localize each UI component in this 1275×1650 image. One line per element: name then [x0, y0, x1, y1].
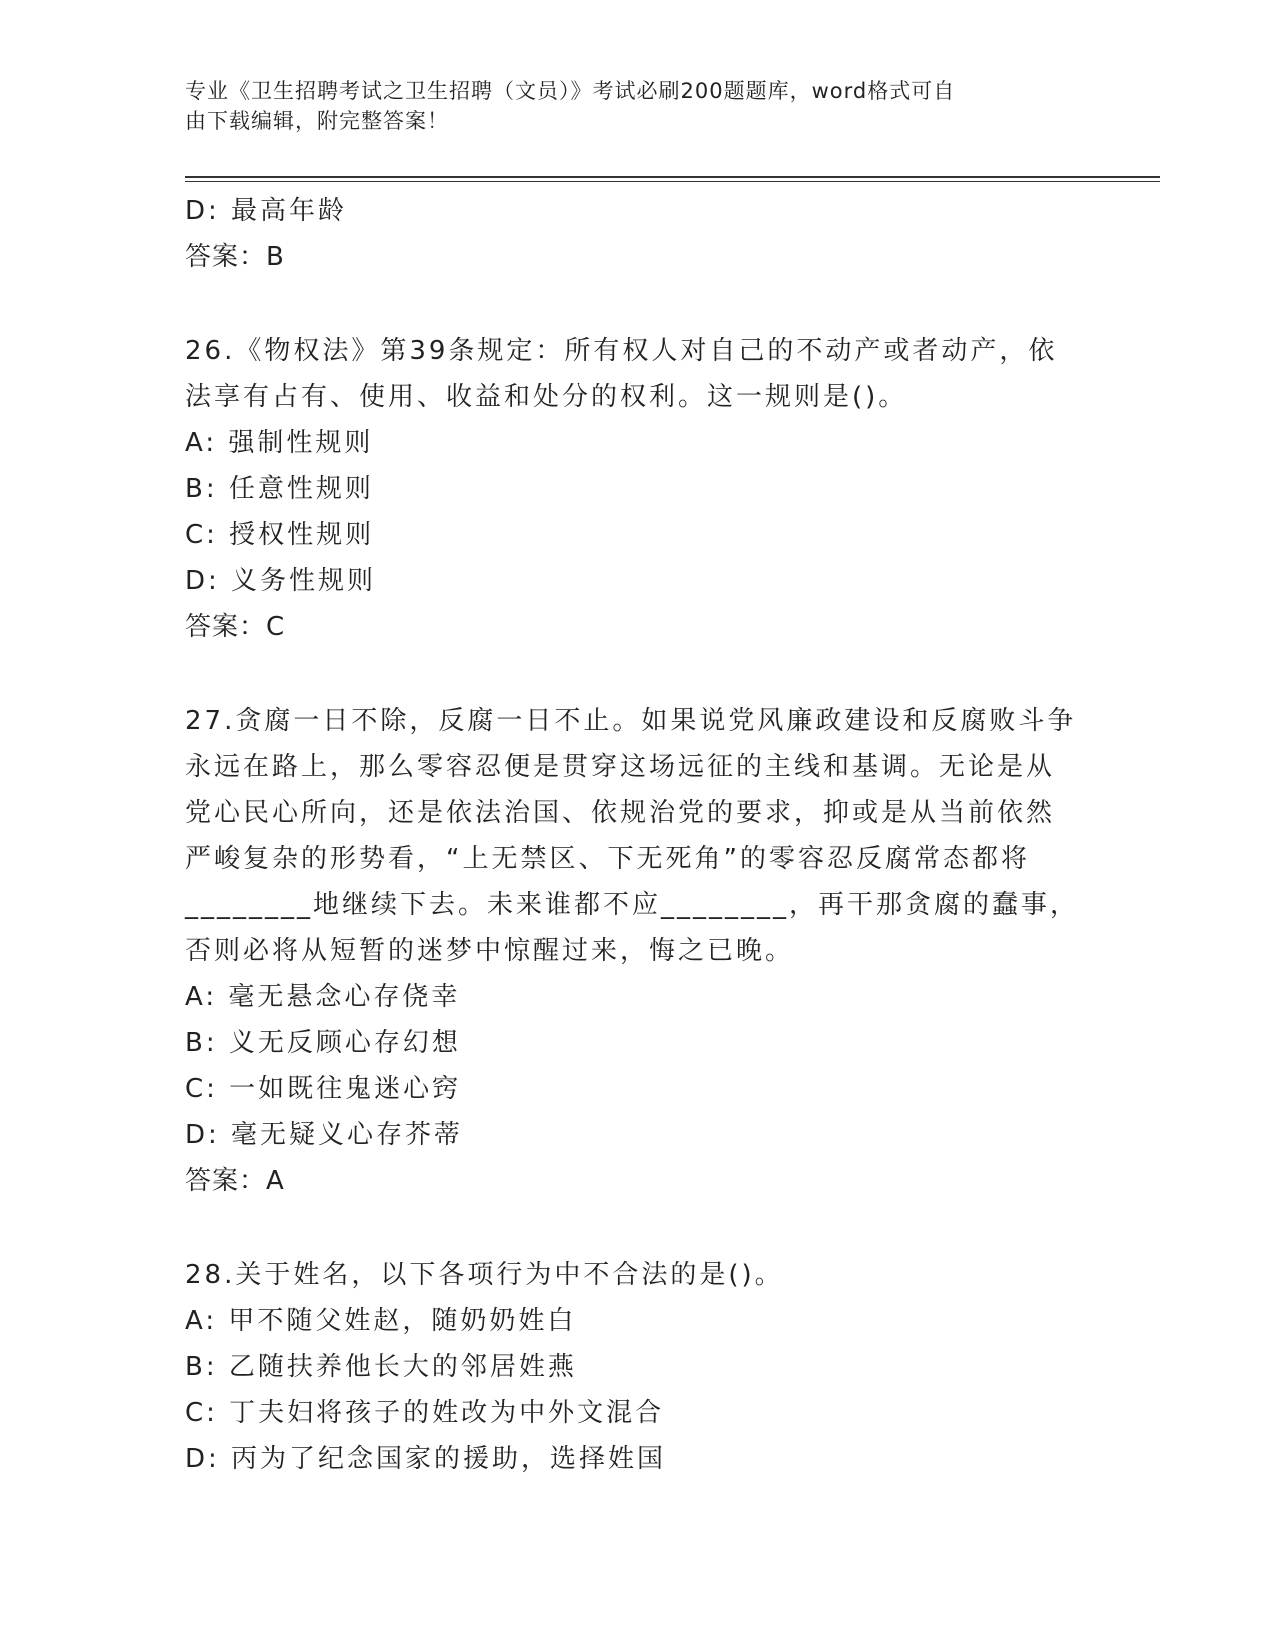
header-line-2: 由下载编辑，附完整答案！	[185, 109, 449, 133]
option-d: D: 毫无疑义心存芥蒂	[185, 1120, 464, 1150]
spacer	[185, 650, 1075, 698]
question-stem	[185, 698, 1080, 974]
question-list	[185, 188, 1080, 1482]
stem-line: 法享有占有、使用、收益和处分的权利。这一规则是()。	[185, 382, 908, 412]
option-a: A: 甲不随父姓赵，随奶奶姓白	[185, 1306, 577, 1336]
stem-line: ________地继续下去。未来谁都不应________，再干那贪腐的蠢事，	[185, 890, 1080, 920]
option-d: D: 丙为了纪念国家的援助，选择姓国	[185, 1444, 667, 1474]
stem-line: 28.关于姓名，以下各项行为中不合法的是()。	[185, 1260, 784, 1290]
question-28	[185, 1252, 1075, 1482]
option-a: A: 强制性规则	[185, 428, 374, 458]
option-c: C: 丁夫妇将孩子的姓改为中外文混合	[185, 1398, 665, 1428]
option-c: C: 一如既往鬼迷心窍	[185, 1074, 462, 1104]
option-a: A: 毫无悬念心存侥幸	[185, 982, 461, 1012]
header-line-1: 专业《卫生招聘考试之卫生招聘（文员）》考试必刷200题题库，word格式可自	[185, 79, 956, 103]
question-stem	[185, 1252, 1075, 1298]
stem-line: 26.《物权法》第39条规定：所有权人对自己的不动产或者动产，依	[185, 336, 1058, 366]
spacer	[185, 1204, 1075, 1252]
stem-line: 严峻复杂的形势看，“上无禁区、下无死角”的零容忍反腐常态都将	[185, 844, 1030, 874]
answer-line: 答案：A	[185, 1166, 285, 1196]
answer-line: 答案：B	[185, 242, 285, 272]
option-c: C: 授权性规则	[185, 520, 375, 550]
header-divider-thick	[185, 176, 1160, 178]
option-d: D: 最高年龄	[185, 196, 348, 226]
previous-question-tail	[185, 188, 1075, 280]
option-b: B: 义无反顾心存幻想	[185, 1028, 461, 1058]
option-d: D: 义务性规则	[185, 566, 377, 596]
document-header	[185, 76, 1065, 136]
stem-line: 否则必将从短暂的迷梦中惊醒过来，悔之已晚。	[185, 936, 795, 966]
stem-line: 党心民心所向，还是依法治国、依规治党的要求，抑或是从当前依然	[185, 798, 1056, 828]
stem-line: 27.贪腐一日不除，反腐一日不止。如果说党风廉政建设和反腐败斗争	[185, 706, 1077, 736]
spacer	[185, 280, 1075, 328]
question-stem	[185, 328, 1075, 420]
answer-line: 答案：C	[185, 612, 286, 642]
question-26	[185, 328, 1075, 650]
option-b: B: 任意性规则	[185, 474, 374, 504]
question-27	[185, 698, 1080, 1204]
stem-line: 永远在路上，那么零容忍便是贯穿这场远征的主线和基调。无论是从	[185, 752, 1056, 782]
option-b: B: 乙随扶养他长大的邻居姓燕	[185, 1352, 577, 1382]
header-divider-thin	[185, 181, 1160, 182]
